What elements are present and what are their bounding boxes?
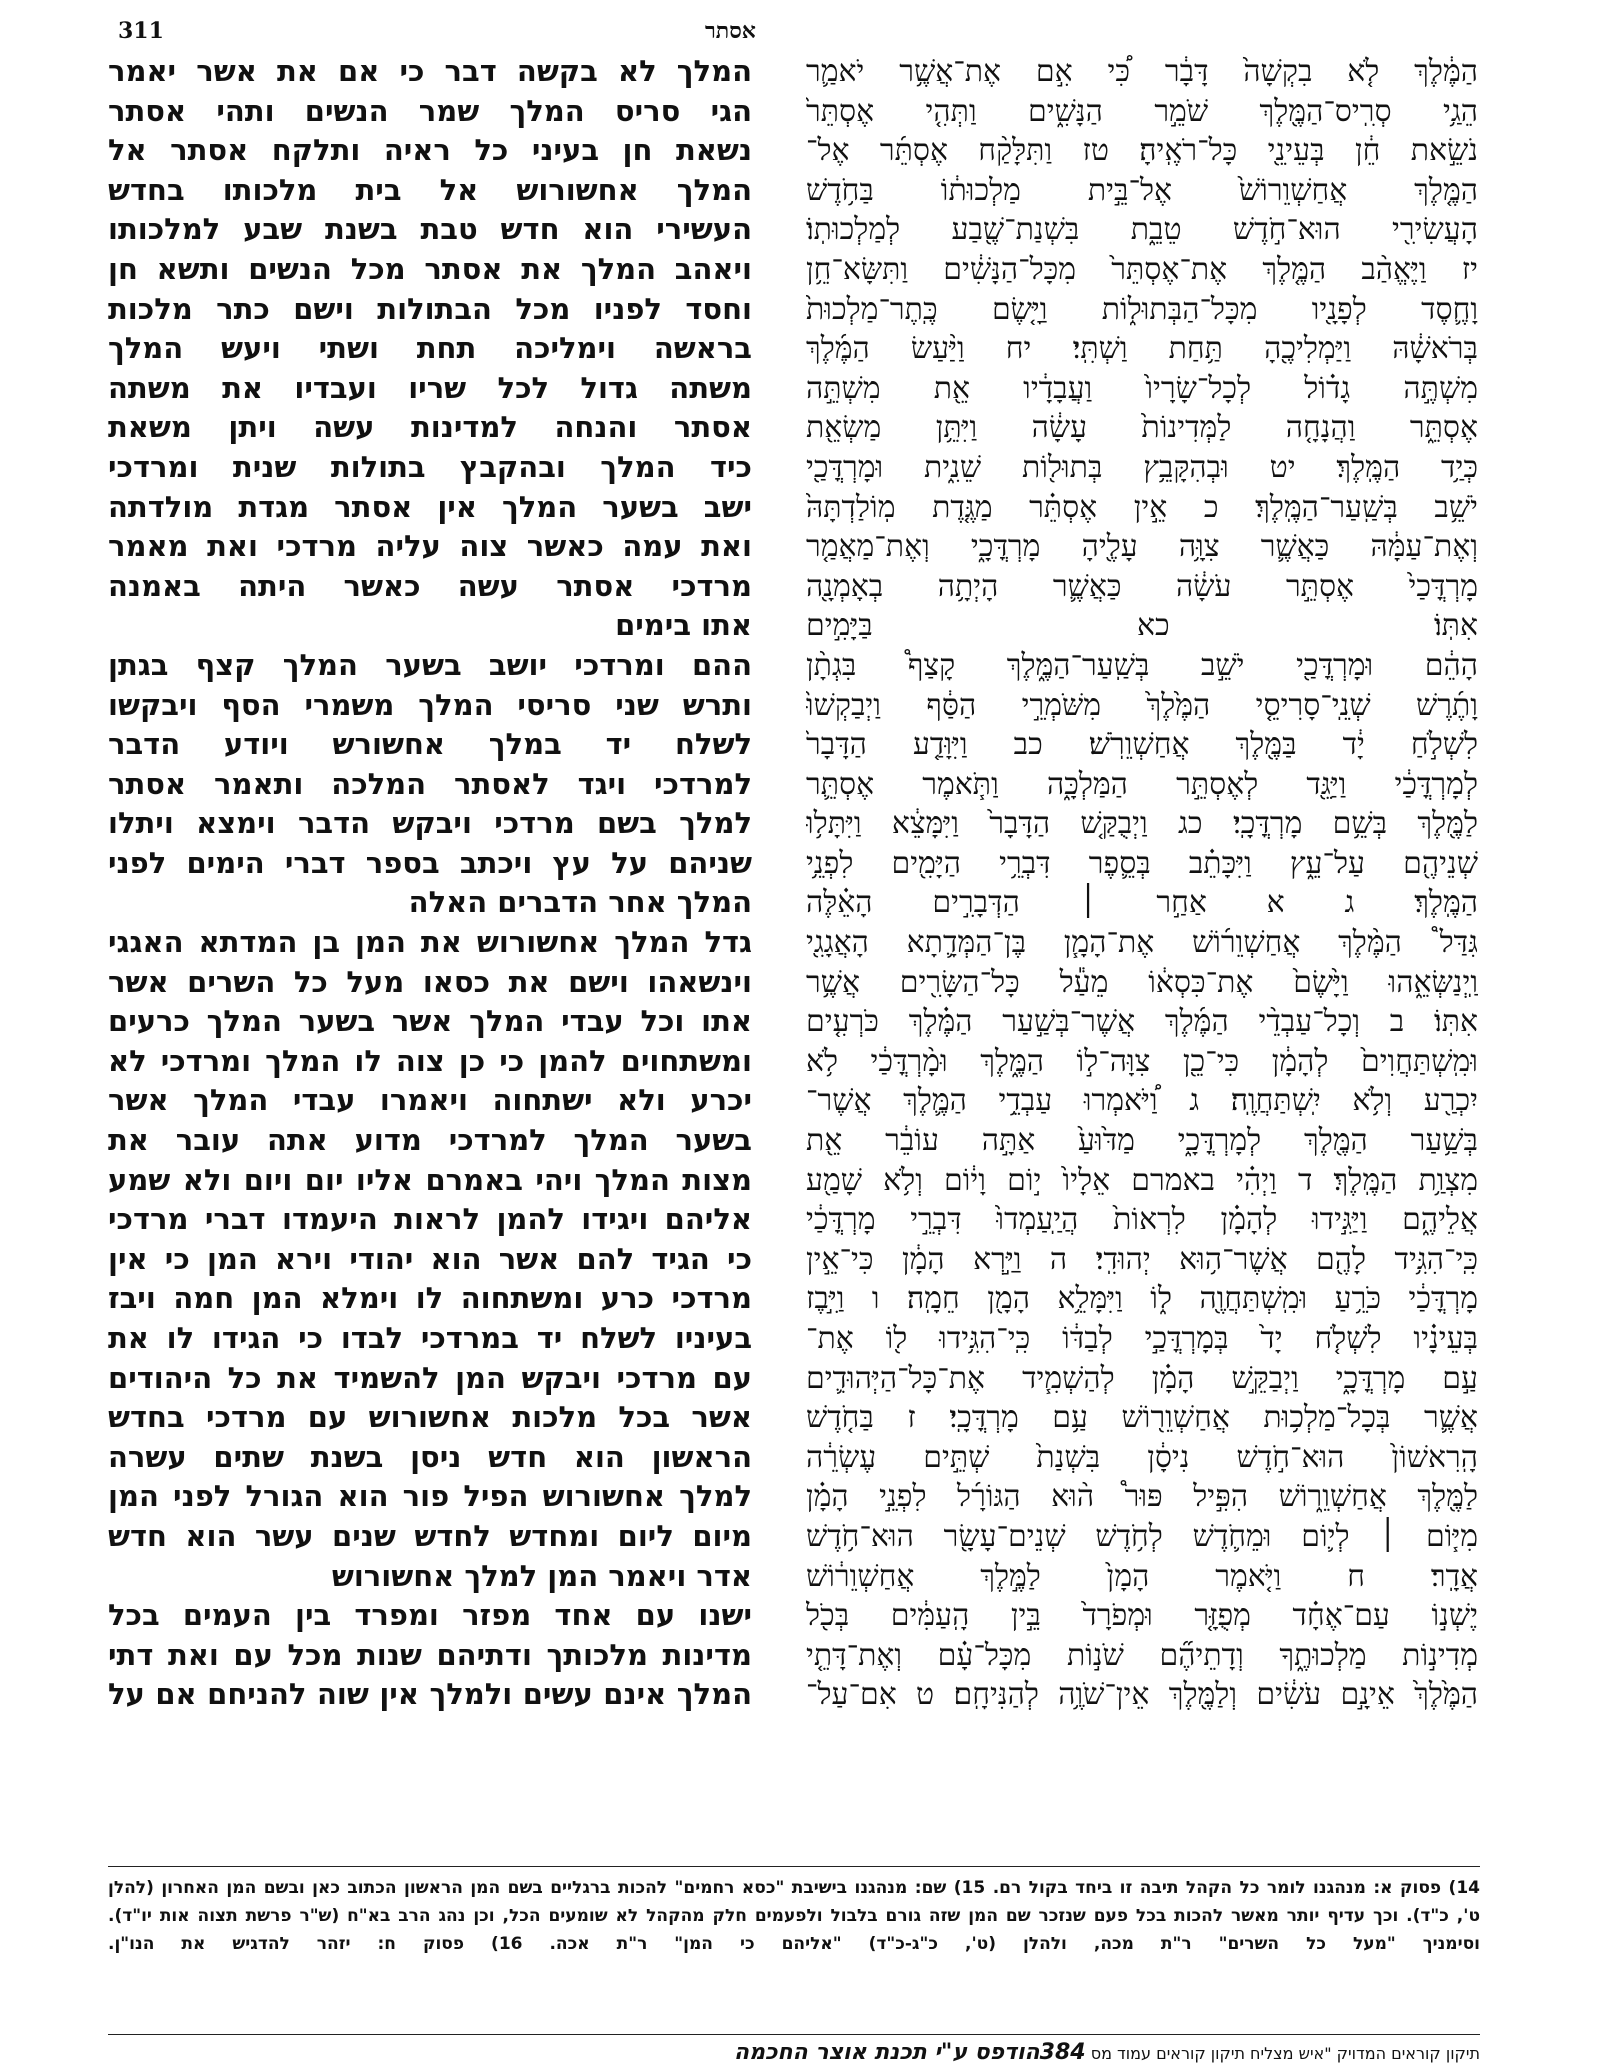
stam-line: אליהם ויגידו להמן לראות היעמדו דברי מרדכי: [108, 1202, 752, 1237]
vocalized-line: יִכְרַ֖ע וְלֹ֥א יִֽשְׁתַּחֲוֶֽה׃ ג וַ֠יֹּאמְרוּ עַבְדֵ֥י הַמֶּ֛לֶךְ אֲשֶׁר־: [806, 1083, 1478, 1119]
footer-source-text: תיקון קוראים המדויק "איש מצליח תיקון קוראים עמוד מס: [1090, 2044, 1480, 2063]
page-header: [0, 0, 1600, 44]
vocalized-line: וָתֶ֜רֶשׁ שְׁנֵֽי־סָרִיסֵ֤י הַמֶּ֙לֶךְ֙ מִשֹּׁמְרֵ֣י הַסַּ֔ף וַיְבַקְשׁוּ֙: [806, 687, 1478, 723]
footer-page-ref: 384: [1039, 2040, 1086, 2065]
stam-line: גדל המלך אחשורוש את המן בן המדתא האגגי: [108, 925, 752, 960]
stam-line: המלך אינם עשים ולמלך אין שוה להניחם אם על: [108, 1677, 752, 1712]
page-number: 311: [118, 18, 164, 44]
vocalized-line: נֹשֵׂ֣את חֵ֔ן בְּעֵינֵ֖י כָּל־רֹאֶֽיהָ׃ טז וַתִּלָּקַ֨ח אֶסְתֵּ֜ר אֶל־: [806, 133, 1478, 169]
stam-text-column: [108, 52, 752, 1715]
vocalized-line: לַמֶּ֖לֶךְ אֲחַשְׁוֵר֑וֹשׁ הִפִּ֣יל פּוּר֩ ה֨וּא הַגּוֹרָ֜ל לִפְנֵ֣י הָמָ֗ן: [806, 1479, 1478, 1515]
vocalized-line: בְּרֹאשָׁ֔הּ וַיַּמְלִיכֶ֖הָ תַּ֥חַת וַשְׁתִּֽי׃ יח וַיַּ֨עַשׂ הַמֶּ֜לֶךְ: [806, 331, 1478, 367]
vocalized-line: מְדִינ֣וֹת מַלְכוּתֶ֑ךָ וְדָתֵיהֶ֞ם שֹׁנ֣וֹת מִכָּל־עָ֗ם וְאֶת־דָּתֵ֤י: [806, 1637, 1478, 1673]
stam-line: מדינות מלכותך ודתיהם שנות מכל עם ואת דתי: [108, 1637, 752, 1672]
vocalized-line: הַמֶּ֔לֶךְ לֹ֤א בִקְשָׁה֙ דָּבָ֔ר כִּ֠י אִ֣ם אֶת־אֲשֶׁ֥ר יֹאמַ֛ר: [806, 54, 1478, 89]
stam-line: המלך לא בקשה דבר כי אם את אשר יאמר: [108, 54, 752, 88]
stam-line: הגי סריס המלך שמר הנשים ותהי אסתר: [108, 93, 752, 128]
vocalized-line: הָעֲשִׂירִ֖י הוּא־חֹ֣דֶשׁ טֵבֵ֑ת בִּשְׁנַת־שֶׁ֖בַע לְמַלְכוּתֽוֹ׃: [806, 212, 1478, 248]
running-head: אסתר: [705, 18, 756, 44]
vocalized-line: כְּיַ֥ד הַמֶּֽלֶךְ׃ יט וּבְהִקָּבֵ֥ץ בְּתוּל֖וֹת שֵׁנִ֑ית וּמָרְדֳּכַ֖י: [806, 449, 1478, 485]
stam-line: נשאת חן בעיני כל ראיה ותלקח אסתר אל: [108, 133, 752, 168]
stam-line: שניהם על עץ ויכתב בספר דברי הימים לפני: [108, 845, 752, 880]
vocalized-line: כִּֽי־הִגִּ֥יד לָהֶ֖ם אֲשֶׁר־ה֥וּא יְהוּדִֽי׃ ה וַיַּ֣רְא הָמָ֔ן כִּי־אֵ֣ין: [806, 1241, 1478, 1277]
stam-line: העשירי הוא חדש טבת בשנת שבע למלכותו: [108, 212, 752, 247]
vocalized-line: וּמִֽשְׁתַּחֲוִים֙ לְהָמָ֔ן כִּי־כֵ֖ן צִוָּה־ל֣וֹ הַמֶּ֑לֶךְ וּמָ֨רְדֳּכַ֔י לֹ֥א: [806, 1043, 1478, 1079]
stam-line: בשער המלך למרדכי מדוע אתה עובר את: [108, 1123, 752, 1158]
vocalized-line: מִצְוַ֥ת הַמֶּֽלֶךְ׃ ד וַיְהִ֗י באמרם אֵלָיו֙ י֣וֹם וָי֔וֹם וְלֹ֥א שָׁמַ֖ע: [806, 1162, 1478, 1198]
vocalized-line: יֹשֵׁ֥ב בְּשַֽׁעַר־הַמֶּֽלֶךְ׃ כ אֵ֣ין אֶסְתֵּ֗ר מַגֶּ֤דֶת מֽוֹלַדְתָּהּ֙: [806, 489, 1478, 525]
stam-line: ואת עמה כאשר צוה עליה מרדכי ואת מאמר: [108, 529, 752, 564]
vocalized-line: יֶשְׁנ֣וֹ עַם־אֶחָ֗ד מְפֻזָּ֤ר וּמְפֹרָד֙ בֵּ֣ין הָֽעַמִּ֔ים בְּכֹ֖ל: [806, 1598, 1478, 1634]
stam-line: למרדכי ויגד לאסתר המלכה ותאמר אסתר: [108, 766, 752, 801]
stam-line: מרדכי כרע ומשתחוה לו וימלא המן חמה ויבז: [108, 1281, 752, 1316]
vocalized-line: וְאֶת־עַמָּ֔הּ כַּאֲשֶׁ֛ר צִוָּ֥ה עָלֶ֖יהָ מָרְדֳּכָ֑י וְאֶת־מַאֲמַ֤ר: [806, 529, 1478, 565]
stam-line: ישנו עם אחד מפזר ומפרד בין העמים בכל: [108, 1598, 752, 1633]
stam-line: מרדכי אסתר עשה כאשר היתה באמנה: [108, 568, 752, 603]
vocalized-line: לְמָרְדֳּכַ֔י וַיַּגֵּ֖ד לְאֶסְתֵּ֣ר הַמַּלְכָּ֑ה וַתֹּ֧אמֶר אֶסְתֵּ֛ר: [806, 766, 1478, 802]
stam-line: משתה גדול לכל שריו ועבדיו את משתה: [108, 370, 752, 405]
vocalized-line: מָרְדֳּכַ֔י כֹּרֵ֥עַ וּמִֽשְׁתַּחֲוֶ֖ה ל֑וֹ וַיִּמָּלֵ֥א הָמָ֖ן חֵמָֽה׃ ו וַיִּ֣בֶז: [806, 1281, 1478, 1317]
stam-line: אתו וכל עבדי המלך אשר בשער המלך כרעים: [108, 1004, 752, 1039]
stam-line: ההם ומרדכי יושב בשער המלך קצף בגתן: [108, 647, 752, 682]
vocalized-line: הֵגַ֥י סְרִֽיס־הַמֶּ֖לֶךְ שֹׁמֵ֣ר הַנָּשִׁ֑ים וַתְּהִ֤י אֶסְתֵּר֙: [806, 93, 1478, 129]
vocalized-line: מִשְׁתֶּ֣ה גָד֗וֹל לְכָל־שָׂרָיו֙ וַעֲבָדָ֔יו אֵ֖ת מִשְׁתֵּ֣ה: [806, 370, 1478, 406]
stam-line: ישב בשער המלך אין אסתר מגדת מולדתה: [108, 489, 752, 524]
vocalized-line: וַֽיְנַשְּׂאֵ֑הוּ וַיָּ֙שֶׂם֙ אֶת־כִּסְא֔וֹ מֵעַ֕ל כָּל־הַשָּׂרִ֖ים אֲשֶׁ֥ר: [806, 964, 1478, 1000]
stam-line: וינשאהו וישם את כסאו מעל כל השרים אשר: [108, 964, 752, 999]
footer-separator: [108, 2034, 1480, 2035]
stam-line: המלך אחר הדברים האלה: [408, 885, 752, 920]
vocalized-line: הַמֶּ֤לֶךְ אֲחַשְׁוֵרוֹשׁ֙ אֶל־בֵּ֣ית מַלְכוּת֔וֹ בַּחֹ֥דֶשׁ: [806, 172, 1478, 208]
footnote-line: ט', כ"ד). וכך עדיף יותר מאשר להכות בכל פעם שנזכר שם המן שזה גורם בלבול ולפעמים חלק מהקהל לא שומעים הכל, וכן נהג הרב בא"ח (ש"ר פרשת תצוה אות יו"ד).: [108, 1906, 1480, 1926]
footnote-line: וסימניך "מעל כל השרים" ר"ת מכה, ולהלן (ט', כ"ג-כ"ד) "אליהם כי המן" ר"ת אכה. 16) פסוק ח: יזהר להדגיש את הנו"ן.: [108, 1934, 1480, 1954]
stam-line: למלך אחשורוש הפיל פור הוא הגורל לפני המן: [108, 1479, 752, 1514]
vocalized-line: גִּדַּל֩ הַמֶּ֨לֶךְ אֲחַשְׁוֵר֜וֹשׁ אֶת־הָמָ֧ן בֶּן־הַמְּדָ֛תָא הָאֲגָגִ֖י: [806, 925, 1478, 961]
vocalized-line: אִתּֽוֹ׃ כא בַּיָּמִ֣ים: [806, 608, 1478, 644]
stam-line: המלך אחשורוש אל בית מלכותו בחדש: [108, 172, 752, 207]
stam-line: וחסד לפניו מכל הבתולות וישם כתר מלכות: [108, 291, 752, 326]
vocalized-line: מִיּ֧וֹם ׀ לְי֛וֹם וּמֵחֹ֛דֶשׁ לְחֹ֥דֶשׁ שְׁנֵים־עָשָׂ֖ר הוּא־חֹ֥דֶשׁ: [806, 1518, 1478, 1554]
stam-line: יכרע ולא ישתחוה ויאמרו עבדי המלך אשר: [108, 1083, 752, 1118]
stam-line: אדר ויאמר המן למלך אחשורוש: [331, 1558, 752, 1593]
vocalized-line: בְּעֵינָ֗יו לִשְׁלֹ֤ח יָד֙ בְּמָרְדֳּכַ֣י לְבַדּ֔וֹ כִּֽי־הִגִּ֥ידוּ ל֖וֹ אֶת־: [806, 1321, 1478, 1356]
footnote-separator: [108, 1866, 1480, 1867]
vocalized-line: אֶסְתֵּ֑ר וַהֲנָחָ֤ה לַמְּדִינוֹת֙ עָשָׂ֔ה וַיִּתֵּ֥ן מַשְׂאֵ֖ת: [806, 410, 1478, 446]
vocalized-line: הַמֶּ֙לֶךְ֙ אֵינָ֣ם עֹשִׂ֔ים וְלַמֶּ֖לֶךְ אֵין־שֹׁוֶ֥ה לְהַנִּיחָֽם׃ ט אִם־עַל־: [806, 1677, 1478, 1713]
vocalized-line: לַמֶּ֖לֶךְ בְּשֵׁ֥ם מָרְדֳּכָֽי׃ כג וַיְבֻקַּ֤שׁ הַדָּבָר֙ וַיִּמָּצֵ֔א וַיִּתָּל֥וּ: [806, 806, 1478, 842]
vocalized-line: מָרְדֳּכַי֙ אֶסְתֵּ֣ר עֹשָׂ֔ה כַּאֲשֶׁ֛ר הָיְתָ֥ה בְאָמְנָ֖ה: [806, 568, 1478, 604]
vocalized-line: לִשְׁלֹ֣חַ יָ֔ד בַּמֶּ֖לֶךְ אֲחַשְׁוֵרֹֽשׁ׃ כב וַיִּוָּדַ֤ע הַדָּבָר֙: [806, 727, 1478, 763]
stam-line: אסתר והנחה למדינות עשה ויתן משאת: [108, 410, 752, 445]
stam-line: ויאהב המלך את אסתר מכל הנשים ותשא חן: [108, 251, 752, 286]
vocalized-line: הָֽרִאשׁוֹן֙ הוּא־חֹ֣דֶשׁ נִיסָ֔ן בִּשְׁנַת֙ שְׁתֵּ֣ים עֶשְׂרֵ֔ה: [806, 1439, 1478, 1475]
vocalized-line: הַמֶּֽלֶךְ׃ ג א אַחַ֣ר ׀ הַדְּבָרִ֣ים הָאֵ֗לֶּה: [806, 885, 1478, 921]
vocalized-line: בְּשַׁ֥עַר הַמֶּ֖לֶךְ לְמָרְדֳּכָ֑י מַדּ֙וּעַ֙ אַתָּ֣ה עוֹבֵ֔ר אֵ֖ת: [806, 1123, 1478, 1159]
stam-line: עם מרדכי ויבקש המן להשמיד את כל היהודים: [108, 1360, 752, 1395]
footnotes: [108, 1874, 1480, 1958]
stam-line: מיום ליום ומחדש לחדש שנים עשר הוא חדש: [108, 1518, 752, 1553]
stam-line: אשר בכל מלכות אחשורוש עם מרדכי בחדש: [108, 1400, 752, 1435]
footer-printed-by: הודפס ע"י תכנת אוצר החכמה: [734, 2040, 1040, 2065]
vocalized-line: אֲדָֽר׃ ח וַיֹּ֤אמֶר הָמָן֙ לַמֶּ֣לֶךְ אֲחַשְׁוֵר֔וֹשׁ: [806, 1558, 1478, 1594]
stam-line: למלך בשם מרדכי ויבקש הדבר וימצא ויתלו: [108, 806, 752, 841]
vocalized-text-column: [806, 52, 1478, 1715]
stam-line: מצות המלך ויהי באמרם אליו יום ויום ולא שמע: [108, 1162, 752, 1197]
stam-line: אתו בימים: [615, 608, 752, 643]
stam-line: כי הגיד להם אשר הוא יהודי וירא המן כי אין: [108, 1241, 752, 1276]
stam-line: לשלח יד במלך אחשורש ויודע הדבר: [108, 727, 752, 762]
vocalized-line: אִתּֽוֹ׃ ב וְכָל־עַבְדֵ֨י הַמֶּ֜לֶךְ אֲשֶׁר־בְּשַׁ֣עַר הַמֶּ֗לֶךְ כֹּרְעִ֤ים: [806, 1004, 1478, 1040]
stam-line: כיד המלך ובהקבץ בתולות שנית ומרדכי: [108, 449, 752, 484]
footnote-line: 14) פסוק א: מנהגנו לומר כל הקהל תיבה זו ביחד בקול רם. 15) שם: מנהגנו בישיבת "כסא רחמים" להכות ברגליים בשם המן הראשון הכתוב כאן ובשם המן האחרון (להלן: [108, 1878, 1480, 1898]
stam-line: הראשון הוא חדש ניסן בשנת שתים עשרה: [108, 1439, 752, 1474]
stam-line: ומשתחוים להמן כי כן צוה לו המלך ומרדכי לא: [108, 1043, 752, 1078]
footer: [108, 2040, 1480, 2066]
stam-line: ותרש שני סריסי המלך משמרי הסף ויבקשו: [108, 687, 752, 722]
vocalized-line: שְׁנֵיהֶ֖ם עַל־עֵ֑ץ וַיִּכָּתֵ֗ב בְּסֵ֛פֶר דִּבְרֵ֥י הַיָּמִ֖ים לִפְנֵ֥י: [806, 845, 1478, 881]
vocalized-line: אֲשֶׁ֛ר בְּכָל־מַלְכ֥וּת אֲחַשְׁוֵר֖וֹשׁ עַ֥ם מָרְדֳּכָֽי׃ ז בַּחֹ֤דֶשׁ: [806, 1400, 1478, 1436]
stam-line: בראשה וימליכה תחת ושתי ויעש המלך: [108, 331, 752, 366]
stam-line: בעיניו לשלח יד במרדכי לבדו כי הגידו לו את: [108, 1321, 752, 1355]
vocalized-line: אֲלֵיהֶ֑ם וַיַּגִּ֣ידוּ לְהָמָ֗ן לִרְאוֹת֙ הֲיַֽעַמְדוּ֙ דִּבְרֵ֣י מָרְדֳּכַ֔י: [806, 1202, 1478, 1238]
vocalized-line: יז וַיֶּאֱהַ֨ב הַמֶּ֤לֶךְ אֶת־אֶסְתֵּר֙ מִכָּל־הַנָּשִׁ֔ים וַתִּשָּׂא־חֵ֥ן: [806, 251, 1478, 287]
vocalized-line: הָהֵ֔ם וּמָרְדֳּכַ֖י יֹשֵׁ֣ב בְּשַֽׁעַר־הַמֶּ֑לֶךְ קָצַף֩ בִּגְתָ֨ן: [806, 647, 1478, 683]
vocalized-line: עַ֣ם מָרְדֳּכָ֑י וַיְבַקֵּ֣שׁ הָמָ֗ן לְהַשְׁמִ֧יד אֶת־כָּל־הַיְּהוּדִ֛ים: [806, 1360, 1478, 1396]
vocalized-line: וָחֶ֛סֶד לְפָנָ֖יו מִכָּל־הַבְּתוּל֑וֹת וַיָּ֤שֶׂם כֶּֽתֶר־מַלְכוּת֙: [806, 291, 1478, 327]
